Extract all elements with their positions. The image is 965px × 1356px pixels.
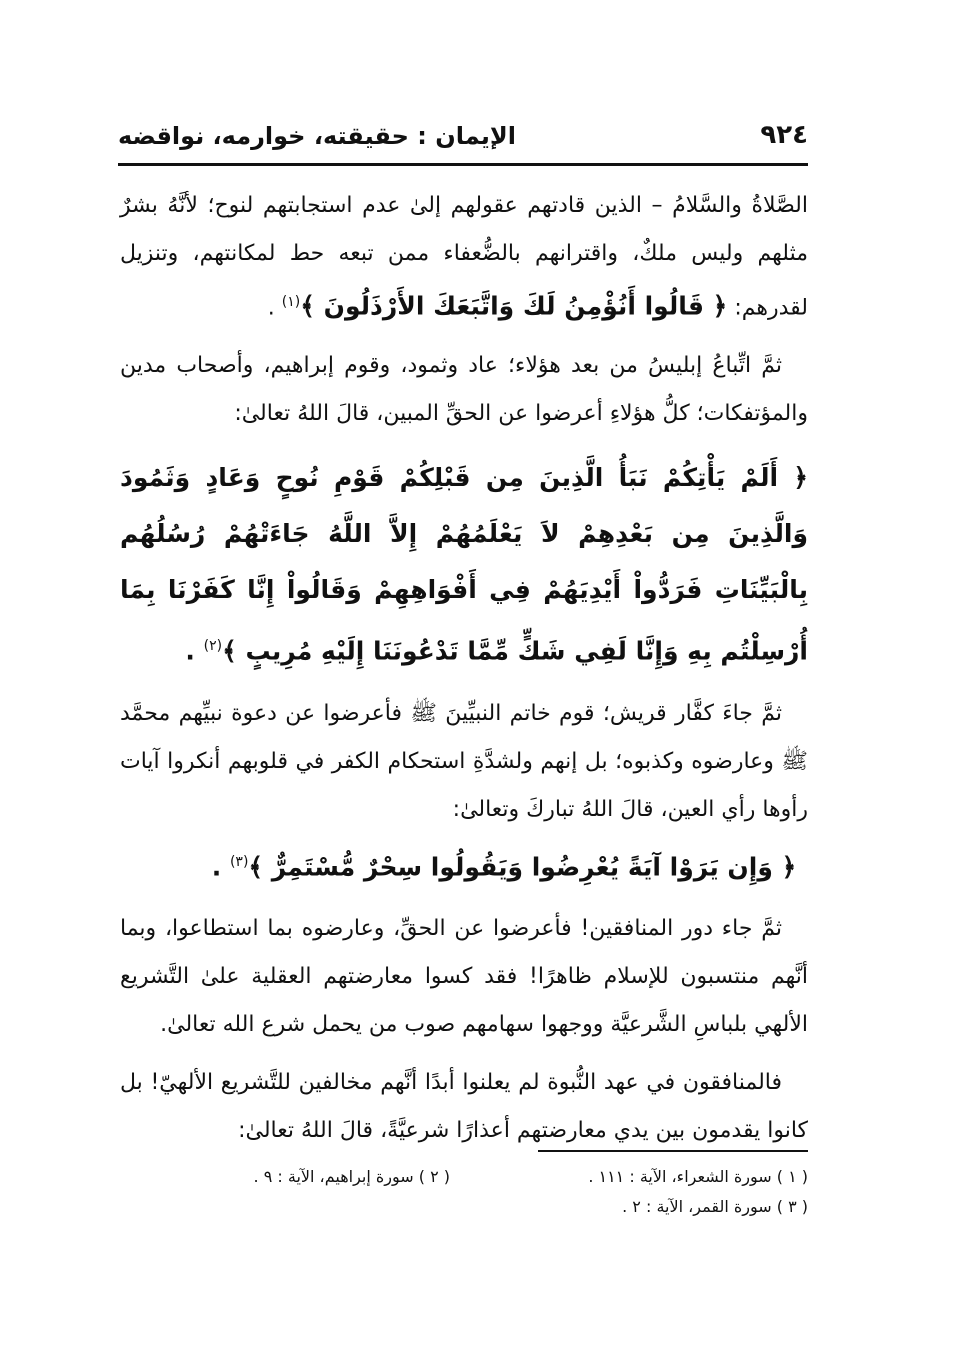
page-number: ٩٢٤ bbox=[760, 120, 808, 150]
verse-3-block: ﴿ وَإِن يَرَوْا آيَةً يُعْرِضُوا وَيَقُولُوا سِحْرٌ مُّسْتَمِرٌّ ﴾$^{(٣)}$ . bbox=[211, 851, 797, 881]
paragraph-1-text: الصَّلاةُ والسَّلامُ – الذين قادتهم عقولهم إلىٰ عدم استجابتهم لنوح؛ لأنَّهُ بشرٌ مثلهم وليس ملكٌ، واقترانهم بالضُّعفاء ممن تبعه حط لمكانتهم، وتنزيل لقدرهم: bbox=[120, 193, 808, 321]
paragraph-1: الصَّلاةُ والسَّلامُ – الذين قادتهم عقولهم إلىٰ عدم استجابتهم لنوح؛ لأنَّهُ بشرٌ مثلهم وليس ملكٌ، واقترانهم بالضُّعفاء ممن تبعه حط لمكانتهم، وتنزيل لقدرهم: ﴿ قَالُوا أَنُؤْمِنُ لَكَ وَاتَّبَعَكَ الأَرْذَلُونَ ﴾$^{(١)}$ . bbox=[120, 193, 808, 321]
verse-2-ref: (٢) bbox=[203, 638, 223, 655]
page-header bbox=[118, 118, 808, 162]
verse-3: ﴿ وَإِن يَرَوْا آيَةً يُعْرِضُوا وَيَقُولُوا سِحْرٌ مُّسْتَمِرٌّ ﴾ bbox=[248, 851, 797, 881]
main-text bbox=[120, 182, 808, 1155]
footnote-row-1 bbox=[120, 1162, 808, 1192]
header-rule bbox=[118, 163, 808, 166]
verse-2: ﴿ أَلَمْ يَأْتِكُمْ نَبَأُ الَّذِينَ مِن قَبْلِكُمْ قَوْمِ نُوحٍ وَعَادٍ وَثَمُودَ وَالَّذِينَ مِن بَعْدِهِمْ لاَ يَعْلَمُهُمْ إِلاَّ اللَّهُ جَاءَتْهُمْ رُسُلُهُم بِالْبَيِّنَاتِ فَرَدُّواْ أَيْدِيَهُمْ فِي أَفْوَاهِهِمْ وَقَالُواْ إِنَّا كَفَرْنَا بِمَا أُرْسِلْتُم بِهِ وَإِنَّا لَفِي شَكٍّ مِّمَّا تَدْعُونَنَا إِلَيْهِ مُرِيبٍ ﴾ bbox=[120, 463, 808, 666]
verse-3-ref: (٣) bbox=[229, 853, 249, 870]
footnote-row-2 bbox=[120, 1192, 808, 1222]
verse-1: ﴿ قَالُوا أَنُؤْمِنُ لَكَ وَاتَّبَعَكَ الأَرْذَلُونَ ﴾ bbox=[300, 291, 728, 321]
paragraph-4: ثمَّ جاء دور المنافقين! فأعرضوا عن الحقِّ، وعارضوه بما استطاعوا، وبما أنَّهم منتسبون للإسلام ظاهرًا! فقد كسوا معارضتهم العقلية علىٰ التَّشريع الألهي بلباسِ الشَّرعيَّة ووجهوا سهامهم صوب من يحمل شرع الله تعالىٰ. bbox=[120, 915, 808, 1037]
footnote-2: ( ٢ ) سورة إبراهيم، الآية : ٩ . bbox=[253, 1167, 450, 1186]
footnote-3: ( ٣ ) سورة القمر، الآية : ٢ . bbox=[622, 1197, 808, 1216]
paragraph-3: ثمَّ جاءَ كفَّار قريش؛ قوم خاتم النبيِّينَ ﷺ فأعرضوا عن دعوة نبيِّهم محمَّد ﷺ وعارضوه وكذبوه؛ بل إنهم ولشدَّةِ استحكام الكفر في قلوبهم أنكروا آيات رأوها رأي العين، قالَ اللهُ تباركَ وتعالىٰ: bbox=[120, 700, 808, 822]
paragraph-2: ثمَّ اتِّباعُ إبليسُ من بعد هؤلاء؛ عاد وثمود، وقوم إبراهيم، وأصحاب مدين والمؤتفكات؛ كلُّ هؤلاءِ أعرضوا عن الحقِّ المبين، قالَ اللهُ تعالىٰ: bbox=[120, 353, 808, 427]
verse-1-ref: (١) bbox=[281, 294, 301, 310]
footnote-rule bbox=[538, 1150, 808, 1152]
verse-2-block: ﴿ أَلَمْ يَأْتِكُمْ نَبَأُ الَّذِينَ مِن قَبْلِكُمْ قَوْمِ نُوحٍ وَعَادٍ وَثَمُودَ وَالَّذِينَ مِن بَعْدِهِمْ لاَ يَعْلَمُهُمْ إِلاَّ اللَّهُ جَاءَتْهُمْ رُسُلُهُم بِالْبَيِّنَاتِ فَرَدُّواْ أَيْدِيَهُمْ فِي أَفْوَاهِهِمْ وَقَالُواْ إِنَّا كَفَرْنَا بِمَا أُرْسِلْتُم بِهِ وَإِنَّا لَفِي شَكٍّ مِّمَّا تَدْعُونَنَا إِلَيْهِ مُرِيبٍ ﴾$^{(٢)}$ . bbox=[120, 463, 808, 666]
paragraph-5: فالمنافقون في عهد النُّبوة لم يعلنوا أبدًا أنَّهم مخالفين للتَّشريع الألهيّ! بل كانوا يقدمون بين يدي معارضتهم أعذارًا شرعيَّةً، قالَ اللهُ تعالىٰ: bbox=[120, 1069, 808, 1143]
footnote-1: ( ١ ) سورة الشعراء، الآية : ١١١ . bbox=[588, 1167, 808, 1186]
footnotes bbox=[120, 1162, 808, 1222]
running-title: الإيمان : حقيقته، خوارمه، نواقضه bbox=[118, 122, 516, 150]
